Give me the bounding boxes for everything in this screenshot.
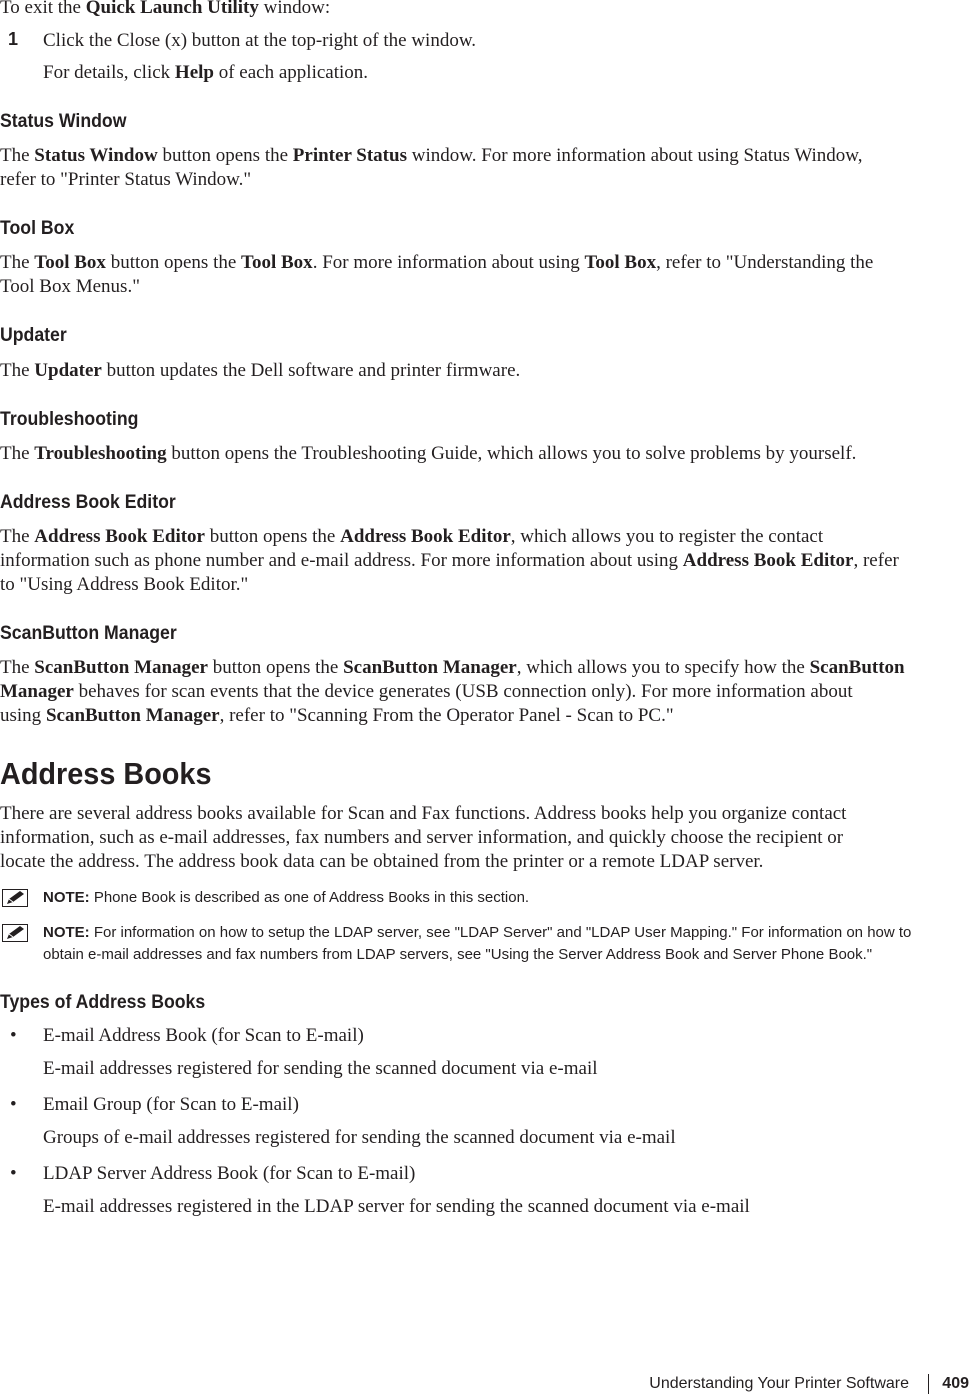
status-window-paragraph: The Status Window button opens the Printer Status window. For more information about using Status Window, refer to "Printer Status Window." <box>0 145 863 190</box>
status-window-heading: Status Window <box>0 111 127 132</box>
help-term: Help <box>174 62 214 83</box>
list-item-title: E-mail Address Book (for Scan to E-mail) <box>43 1025 364 1046</box>
list-item-desc: E-mail addresses registered for sending the scanned document via e-mail <box>43 1058 598 1079</box>
types-heading: Types of Address Books <box>0 992 206 1013</box>
address-books-title: Address Books <box>0 756 212 791</box>
scanbutton-manager-paragraph: The ScanButton Manager button opens the ScanButton Manager, which allows you to specify how the ScanButton Manager behaves for scan events that the device generates (USB connection only). For more information about using ScanButton Manager, refer to "Scanning From the Operator Panel - Scan to PC." <box>0 657 905 726</box>
step-text: Click the Close (x) button at the top-right of the window. <box>43 30 477 51</box>
address-book-editor-paragraph: The Address Book Editor button opens the Address Book Editor, which allows you to register the contact information such as phone number and e-mail address. For more information about using Address Book Editor, refer to "Using Address Book Editor." <box>0 526 899 595</box>
list-item-title: LDAP Server Address Book (for Scan to E-mail) <box>43 1163 416 1184</box>
bullet: • <box>10 1163 17 1184</box>
quick-launch-utility-term: Quick Launch Utility <box>85 0 259 18</box>
intro-line: To exit the Quick Launch Utility window: <box>0 0 971 20</box>
page-number: 409 <box>942 1375 969 1392</box>
step-number: 1 <box>8 29 19 49</box>
address-book-editor-heading: Address Book Editor <box>0 492 176 513</box>
page-footer <box>0 1373 971 1399</box>
troubleshooting-paragraph: The Troubleshooting button opens the Troubleshooting Guide, which allows you to solve problems by yourself. <box>0 443 857 464</box>
updater-heading: Updater <box>0 325 67 346</box>
note-pencil-icon <box>2 924 28 942</box>
bullet: • <box>10 1094 17 1115</box>
tool-box-heading: Tool Box <box>0 218 75 239</box>
note-pencil-icon <box>2 889 28 907</box>
address-books-paragraph: There are several address books available for Scan and Fax functions. Address books help you organize contact information, such as e-mail addresses, fax numbers and server information, and quickly choose the recipient or locate the address. The address book data can be obtained from the printer or a remote LDAP server. <box>0 803 847 872</box>
bullet: • <box>10 1025 17 1046</box>
list-item-desc: E-mail addresses registered in the LDAP server for sending the scanned document via e-mail <box>43 1196 750 1217</box>
list-item-title: Email Group (for Scan to E-mail) <box>43 1094 299 1115</box>
list-item-desc: Groups of e-mail addresses registered for sending the scanned document via e-mail <box>43 1127 676 1148</box>
updater-paragraph: The Updater button updates the Dell software and printer firmware. <box>0 360 521 381</box>
scanbutton-manager-heading: ScanButton Manager <box>0 623 177 644</box>
footer-section-title: Understanding Your Printer Software <box>649 1375 909 1392</box>
troubleshooting-heading: Troubleshooting <box>0 409 139 430</box>
footer-divider <box>928 1374 929 1394</box>
step-detail: For details, click Help of each application. <box>43 62 369 83</box>
tool-box-paragraph: The Tool Box button opens the Tool Box. For more information about using Tool Box, refer to "Understanding the Tool Box Menus." <box>0 252 874 297</box>
